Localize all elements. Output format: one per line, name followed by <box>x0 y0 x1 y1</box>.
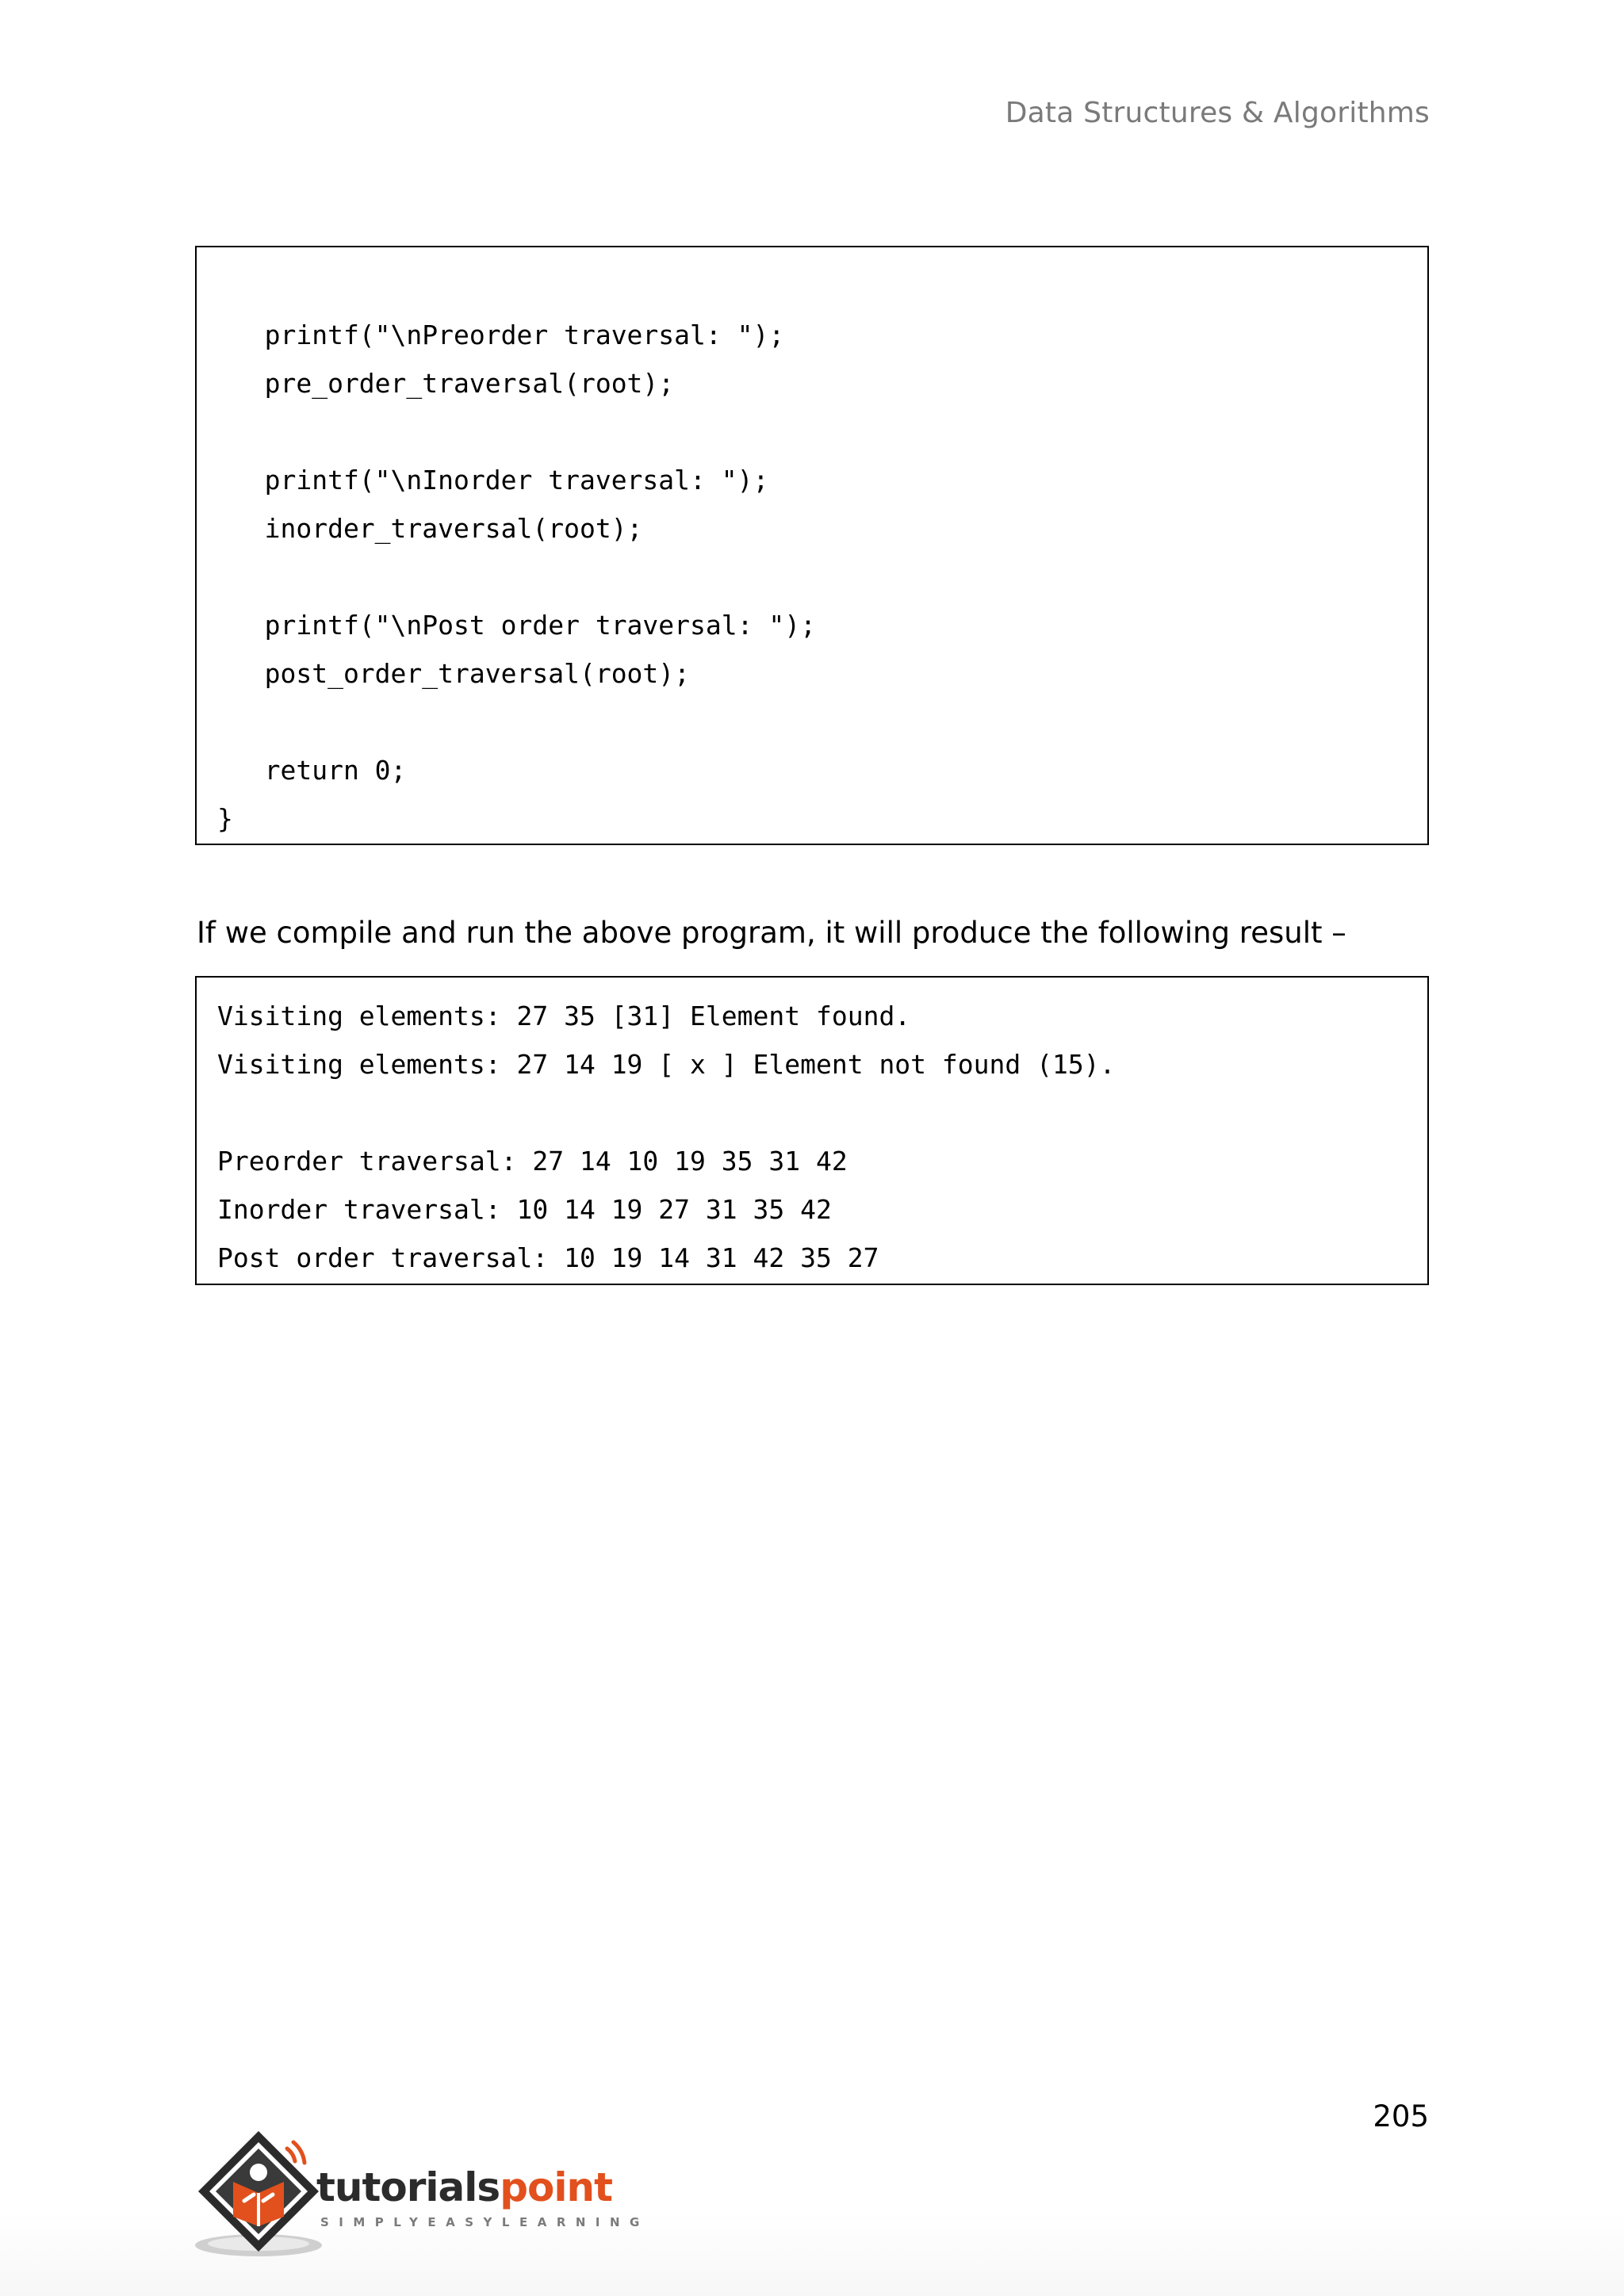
logo-tagline: SIMPLYEASYLEARNING <box>320 2215 649 2229</box>
tutorialspoint-logo <box>193 2125 649 2267</box>
output-line: Visiting elements: 27 35 [31] Element found. <box>217 1001 911 1031</box>
logo-word-point: point <box>500 2164 612 2210</box>
code-line: printf("\nPreorder traversal: "); <box>217 320 785 350</box>
tutorialspoint-diamond-logo-icon <box>193 2125 328 2267</box>
output-line: Visiting elements: 27 14 19 [ x ] Element not found (15). <box>217 1049 1116 1080</box>
output-line <box>197 1089 1427 1137</box>
output-line: Preorder traversal: 27 14 10 19 35 31 42 <box>217 1146 848 1177</box>
code-line <box>197 698 1427 746</box>
code-line: } <box>217 803 233 834</box>
logo-wordmark <box>316 2164 612 2210</box>
code-line: printf("\nPost order traversal: "); <box>217 610 816 641</box>
code-line: return 0; <box>217 755 407 786</box>
code-line: inorder_traversal(root); <box>217 513 643 544</box>
source-code-block <box>195 246 1429 845</box>
code-line: post_order_traversal(root); <box>217 658 691 689</box>
code-line: pre_order_traversal(root); <box>217 368 675 399</box>
code-line: printf("\nInorder traversal: "); <box>217 465 769 496</box>
code-line <box>197 408 1427 456</box>
logo-word-tutorials: tutorials <box>316 2164 500 2210</box>
program-output-block <box>195 976 1429 1285</box>
output-line: Inorder traversal: 10 14 19 27 31 35 42 <box>217 1194 832 1225</box>
body-paragraph: If we compile and run the above program, it will produce the following result – <box>197 916 1346 950</box>
running-header: Data Structures & Algorithms <box>1005 97 1430 129</box>
output-line: Post order traversal: 10 19 14 31 42 35 27 <box>217 1242 879 1273</box>
page-number: 205 <box>1373 2099 1429 2133</box>
code-line <box>197 553 1427 601</box>
